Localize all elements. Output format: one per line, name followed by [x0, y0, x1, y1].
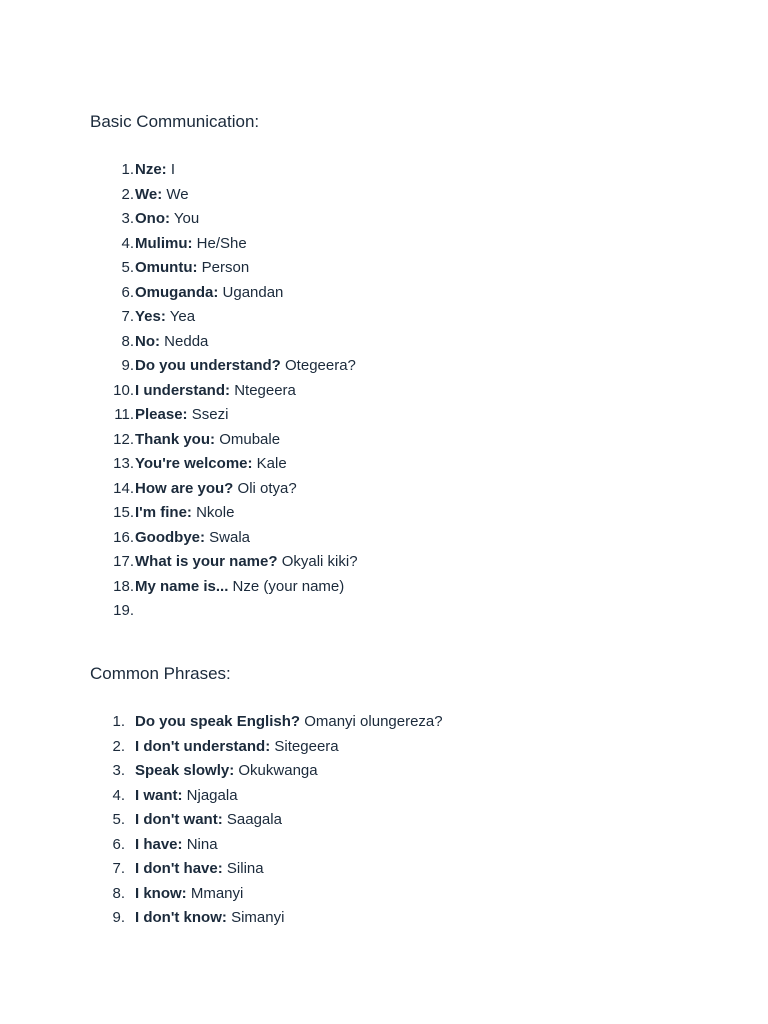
- list-item: [90, 454, 358, 479]
- list-item: [90, 356, 358, 381]
- list-item-number: 5.: [121, 259, 134, 276]
- section-heading-common-phrases: Common Phrases:: [90, 664, 231, 683]
- list-item-meaning: Oli otya?: [237, 479, 297, 497]
- list-item-meaning: Nze (your name): [232, 577, 345, 595]
- list-item-number: 2.: [112, 737, 125, 755]
- list-item-term: I don't understand:: [135, 737, 271, 755]
- list-item-term: You're welcome:: [135, 455, 253, 472]
- list-item-term: Omuganda:: [135, 283, 219, 301]
- list-item: [90, 209, 358, 234]
- list-item-meaning: Ssezi: [191, 406, 229, 423]
- list-item-number: 2.: [121, 185, 134, 203]
- list-item-meaning: Yea: [169, 308, 196, 325]
- list-item-number: 10.: [113, 381, 134, 399]
- list-item-term: Thank you:: [135, 430, 216, 448]
- list-item-meaning: Silina: [226, 860, 264, 877]
- list-item-term: I understand:: [135, 381, 231, 399]
- list-item-meaning: Njagala: [186, 786, 238, 804]
- list-item: [90, 234, 358, 259]
- list-item: [90, 307, 358, 332]
- list-item-term: We:: [135, 185, 163, 203]
- list-item: [90, 786, 443, 811]
- list-item-term: No:: [135, 332, 160, 350]
- list-item-meaning: Omubale: [219, 430, 281, 448]
- list-item-number: 9.: [112, 909, 125, 926]
- list-item-term: Do you understand?: [135, 357, 281, 374]
- list-item-term: What is your name?: [135, 553, 278, 570]
- list-item-number: 12.: [113, 430, 134, 448]
- list-item-number: 6.: [121, 283, 134, 301]
- list-item-term: Nze:: [135, 161, 167, 178]
- list-item-term: I want:: [135, 786, 183, 804]
- list-item-number: 13.: [113, 455, 134, 472]
- list-item-meaning: You: [173, 210, 200, 227]
- list-item: [90, 810, 443, 835]
- list-item-number: 14.: [113, 479, 134, 497]
- list-item-term: I don't want:: [135, 811, 223, 828]
- list-item: [90, 528, 358, 553]
- list-item-meaning: Mmanyi: [190, 884, 244, 902]
- list-item: [90, 405, 358, 430]
- list-item: [90, 712, 443, 737]
- list-item-number: 3.: [121, 210, 134, 227]
- list-item-number: 16.: [113, 528, 134, 546]
- list-item-meaning: Simanyi: [231, 909, 285, 926]
- list-item-meaning: Okyali kiki?: [281, 553, 358, 570]
- list-item: [90, 258, 358, 283]
- list-item-number: 7.: [112, 860, 125, 877]
- list-item: [90, 332, 358, 357]
- list-item-number: 11.: [114, 406, 134, 423]
- list-item-number: 3.: [112, 762, 125, 779]
- list-item-term: Goodbye:: [135, 528, 205, 546]
- list-item-meaning: Person: [201, 259, 250, 276]
- list-item-meaning: Nina: [186, 835, 218, 853]
- list-item-term: I don't have:: [135, 860, 223, 877]
- section-heading-basic-communication: Basic Communication:: [90, 112, 260, 131]
- list-item: [90, 908, 443, 933]
- list-item-meaning: Saagala: [226, 811, 282, 828]
- list-item-meaning: Sitegeera: [274, 737, 339, 755]
- list-item-number: 19.: [113, 602, 134, 619]
- list-item-term: Please:: [135, 406, 188, 423]
- list-item-term: My name is...: [135, 577, 229, 595]
- list-item-meaning: Nedda: [164, 332, 209, 350]
- list-item: [90, 761, 443, 786]
- list-item-term: Yes:: [135, 308, 166, 325]
- list-item-meaning: Ugandan: [222, 283, 284, 301]
- list-item: [90, 737, 443, 762]
- list-item-number: 8.: [121, 332, 134, 350]
- list-item: [90, 503, 358, 528]
- list-item-number: 4.: [121, 234, 134, 252]
- list-item-meaning: Nkole: [196, 504, 235, 521]
- list-item-meaning: We: [166, 185, 189, 203]
- list-item: [90, 160, 358, 185]
- list-item-meaning: Omanyi olungereza?: [304, 713, 443, 730]
- list-item-number: 5.: [112, 811, 125, 828]
- list-item-meaning: He/She: [196, 234, 247, 252]
- list-item-number: 18.: [113, 577, 134, 595]
- list-item-term: I know:: [135, 884, 187, 902]
- list-item-number: 6.: [112, 835, 125, 853]
- list-item-term: I'm fine:: [135, 504, 192, 521]
- list-item-meaning: Kale: [256, 455, 287, 472]
- list-item-number: 17.: [113, 553, 134, 570]
- list-item-term: Speak slowly:: [135, 762, 235, 779]
- list-item: [90, 283, 358, 308]
- list-item: [90, 552, 358, 577]
- list-item-meaning: Okukwanga: [238, 762, 318, 779]
- list-item-term: I don't know:: [135, 909, 227, 926]
- list-item-number: 1.: [112, 713, 125, 730]
- list-item-number: 7.: [121, 308, 134, 325]
- list-item-meaning: Ntegeera: [234, 381, 296, 399]
- list-item: [90, 835, 443, 860]
- list-item-meaning: I: [170, 161, 176, 178]
- list-item-meaning: Otegeera?: [285, 357, 356, 374]
- list-item-term: Ono:: [135, 210, 170, 227]
- list-item-term: Mulimu:: [135, 234, 193, 252]
- list-item: [90, 185, 358, 210]
- list-item-number: 15.: [113, 504, 134, 521]
- list-item: [90, 577, 358, 602]
- list-item-term: I have:: [135, 835, 183, 853]
- list-item: [90, 859, 443, 884]
- list-item-number: 8.: [112, 884, 125, 902]
- list-item: [90, 381, 358, 406]
- list-item-term: Do you speak English?: [135, 713, 301, 730]
- list-item-term: Omuntu:: [135, 259, 198, 276]
- list-item: [90, 601, 358, 626]
- list-item: [90, 430, 358, 455]
- list-item-number: 4.: [112, 786, 125, 804]
- list-item-term: How are you?: [135, 479, 234, 497]
- list-item: [90, 479, 358, 504]
- list-item-meaning: Swala: [209, 528, 251, 546]
- list-item: [90, 884, 443, 909]
- basic-communication-list: [90, 160, 358, 626]
- list-item-number: 9.: [121, 357, 134, 374]
- common-phrases-list: [90, 712, 443, 933]
- list-item-number: 1.: [121, 161, 134, 178]
